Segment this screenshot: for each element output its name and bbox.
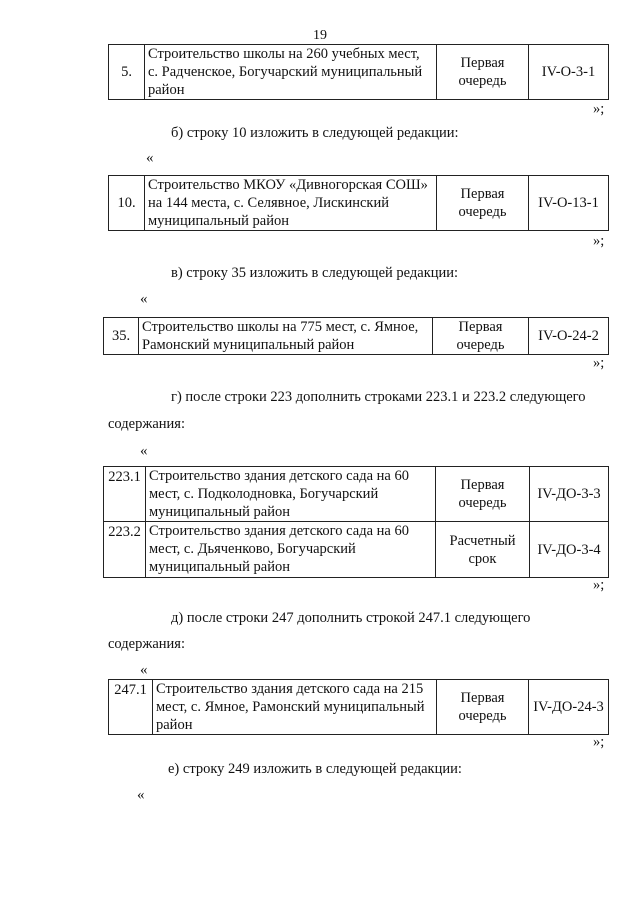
row-description: Строительство школы на 775 мест, с. Ямное, Рамонский муниципальный район — [139, 318, 433, 355]
page-number: 19 — [313, 28, 327, 43]
row-stage: Первая очередь — [437, 176, 529, 231]
paragraph-d-continuation: содержания: — [108, 636, 186, 652]
row-stage: Первая очередь — [437, 680, 529, 735]
row-code: IV-ДО-24-3 — [529, 680, 609, 735]
row-stage: Первая очередь — [433, 318, 529, 355]
paragraph-e: е) строку 249 изложить в следующей редакции: — [168, 761, 462, 777]
table-row-10 — [108, 175, 609, 231]
row-description: Строительство здания детского сада на 60 мест, с. Подколодновка, Богучарский муниципальный район — [146, 467, 436, 522]
closing-quote: »; — [593, 101, 605, 117]
table-row-5 — [108, 44, 609, 100]
closing-quote: »; — [593, 734, 605, 750]
row-number: 247.1 — [109, 680, 153, 735]
opening-quote: « — [137, 787, 145, 803]
opening-quote: « — [140, 291, 148, 307]
paragraph-g: г) после строки 223 дополнить строками 223.1 и 223.2 следующего — [171, 389, 586, 405]
row-description: Строительство МКОУ «Дивногорская СОШ» на 144 места, с. Селявное, Лискинский муниципальный район — [145, 176, 437, 231]
table-rows-223 — [103, 466, 609, 578]
row-description: Строительство здания детского сада на 60 мест, с. Дьяченково, Богучарский муниципальный район — [146, 522, 436, 578]
row-code: IV-О-3-1 — [529, 45, 609, 100]
row-number: 10. — [109, 176, 145, 231]
row-description: Строительство здания детского сада на 215 мест, с. Ямное, Рамонский муниципальный район — [153, 680, 437, 735]
row-number: 35. — [104, 318, 139, 355]
row-code: IV-О-13-1 — [529, 176, 609, 231]
opening-quote: « — [140, 662, 148, 678]
closing-quote: »; — [593, 577, 605, 593]
opening-quote: « — [146, 150, 154, 166]
opening-quote: « — [140, 443, 148, 459]
paragraph-v: в) строку 35 изложить в следующей редакции: — [171, 265, 459, 281]
row-stage: Первая очередь — [436, 467, 530, 522]
closing-quote: »; — [593, 355, 605, 371]
table-row-247-1 — [108, 679, 609, 735]
paragraph-d: д) после строки 247 дополнить строкой 247.1 следующего — [171, 610, 531, 626]
row-code: IV-О-24-2 — [529, 318, 609, 355]
row-code: IV-ДО-3-4 — [530, 522, 609, 578]
row-number: 223.2 — [104, 522, 146, 578]
row-stage: Первая очередь — [437, 45, 529, 100]
row-number: 5. — [109, 45, 145, 100]
row-description: Строительство школы на 260 учебных мест, с. Радченское, Богучарский муниципальный район — [145, 45, 437, 100]
table-row-35 — [103, 317, 609, 355]
paragraph-g-continuation: содержания: — [108, 416, 186, 432]
row-stage: Расчетный срок — [436, 522, 530, 578]
paragraph-b: б) строку 10 изложить в следующей редакции: — [171, 125, 459, 141]
row-number: 223.1 — [104, 467, 146, 522]
row-code: IV-ДО-3-3 — [530, 467, 609, 522]
closing-quote: »; — [593, 233, 605, 249]
